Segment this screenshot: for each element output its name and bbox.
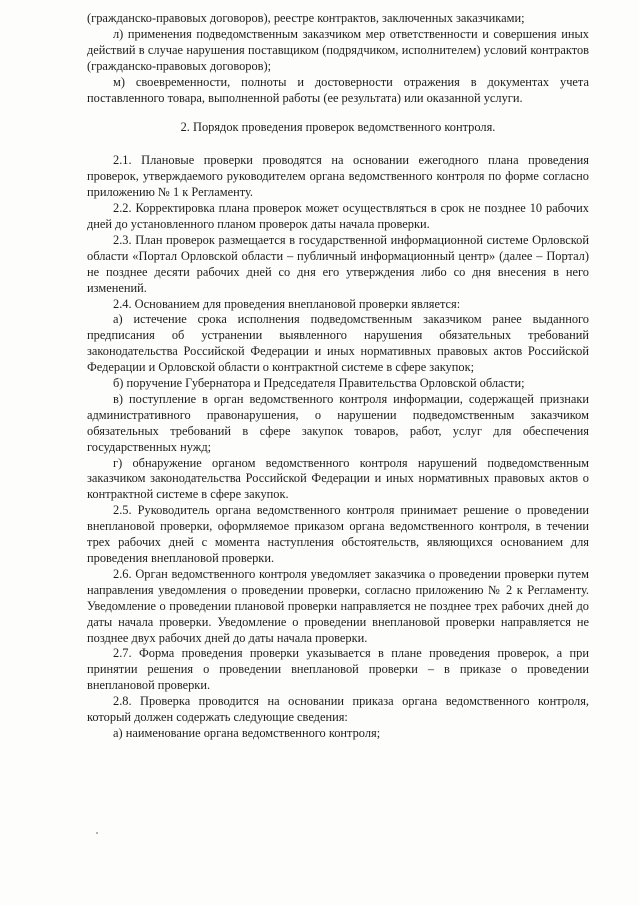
paragraph-continuation: (гражданско-правовых договоров), реестре контрактов, заключенных заказчиками; xyxy=(87,11,525,25)
paragraph-2-4: 2.4. Основанием для проведения внеплановой проверки является: xyxy=(113,296,461,311)
paragraph-2-7: 2.7. Форма проведения проверки указывается в плане проведения проверок, а при принятии решения о проведении внеплановой проверки – в приказе о проведении внеплановой проверки. xyxy=(87,646,589,693)
paragraph-2-4-b: б) поручение Губернатора и Председателя Правительства Орловской области; xyxy=(113,376,525,391)
paragraph-2-3: 2.3. План проверок размещается в государственной информационной системе Орловской области «Портал Орловской области – публичный информационный центр» (далее – Портал) не позднее десяти рабочих дней со дня его утверждения либо со дня внесения в него изменений. xyxy=(87,232,589,295)
paragraph-2-1: 2.1. Плановые проверки проводятся на основании ежегодного плана проведения проверок, утверждаемого руководителем органа ведомственного контроля по форме согласно приложению № 1 к Регламенту. xyxy=(87,153,589,200)
paragraph-2-2: 2.2. Корректировка плана проверок может осуществляться в срок не позднее 10 рабочих дней до установленного планом проверок даты начала проверки. xyxy=(87,201,589,231)
paragraph-item-m: м) своевременности, полноты и достоверности отражения в документах учета поставленного товара, выполненной работы (ее результата) или оказанной услуги. xyxy=(87,74,589,105)
scan-speck xyxy=(96,832,98,834)
paragraph-2-4-a: а) истечение срока исполнения подведомственным заказчиком ранее выданного предписания об устранении выявленного нарушения обязательных требований законодательства Российской Федерации и иных нормативных правовых актов Российской Федерации и Орловской области о контрактной системе в сфере закупок; xyxy=(87,312,589,375)
paragraph-2-5: 2.5. Руководитель органа ведомственного контроля принимает решение о проведении внеплановой проверки, оформляемое приказом органа ведомственного контроля, в течении трех рабочих дней с момента наступления обстоятельств, являющихся основанием для проведения внеплановой проверки. xyxy=(87,503,589,565)
paragraph-2-6: 2.6. Орган ведомственного контроля уведомляет заказчика о проведении проверки путем направления уведомления о проведении проверки, согласно приложению № 2 к Регламенту. Уведомление о проведении плановой проверки направляется не позднее трех рабочих дней до даты начала проверки. Уведомление о проведении внеплановой проверки направляется не позднее двух рабочих дней до даты начала проверки. xyxy=(87,566,589,645)
paragraph-item-l: л) применения подведомственным заказчиком мер ответственности и совершения иных действий в случае нарушения поставщиком (подрядчиком, исполнителем) условий контрактов (гражданско-правовых договоров); xyxy=(87,26,589,73)
paragraph-2-8: 2.8. Проверка проводится на основании приказа органа ведомственного контроля, который должен содержать следующие сведения: xyxy=(87,694,589,725)
paragraph-2-8-a: а) наименование органа ведомственного контроля; xyxy=(113,725,381,740)
paragraph-2-4-g: г) обнаружение органом ведомственного контроля нарушений подведомственным заказчиком законодательства Российской Федерации и иных нормативных правовых актов о контрактной системе в сфере закупок. xyxy=(87,455,589,502)
paragraph-2-4-v: в) поступление в орган ведомственного контроля информации, содержащей признаки административного правонарушения, о нарушении подведомственным заказчиком обязательных требований в сфере закупок товаров, работ, услуг для обеспечения государственных нужд; xyxy=(87,391,589,454)
section-heading: 2. Порядок проведения проверок ведомственного контроля. xyxy=(180,120,496,135)
document-body xyxy=(87,11,589,742)
